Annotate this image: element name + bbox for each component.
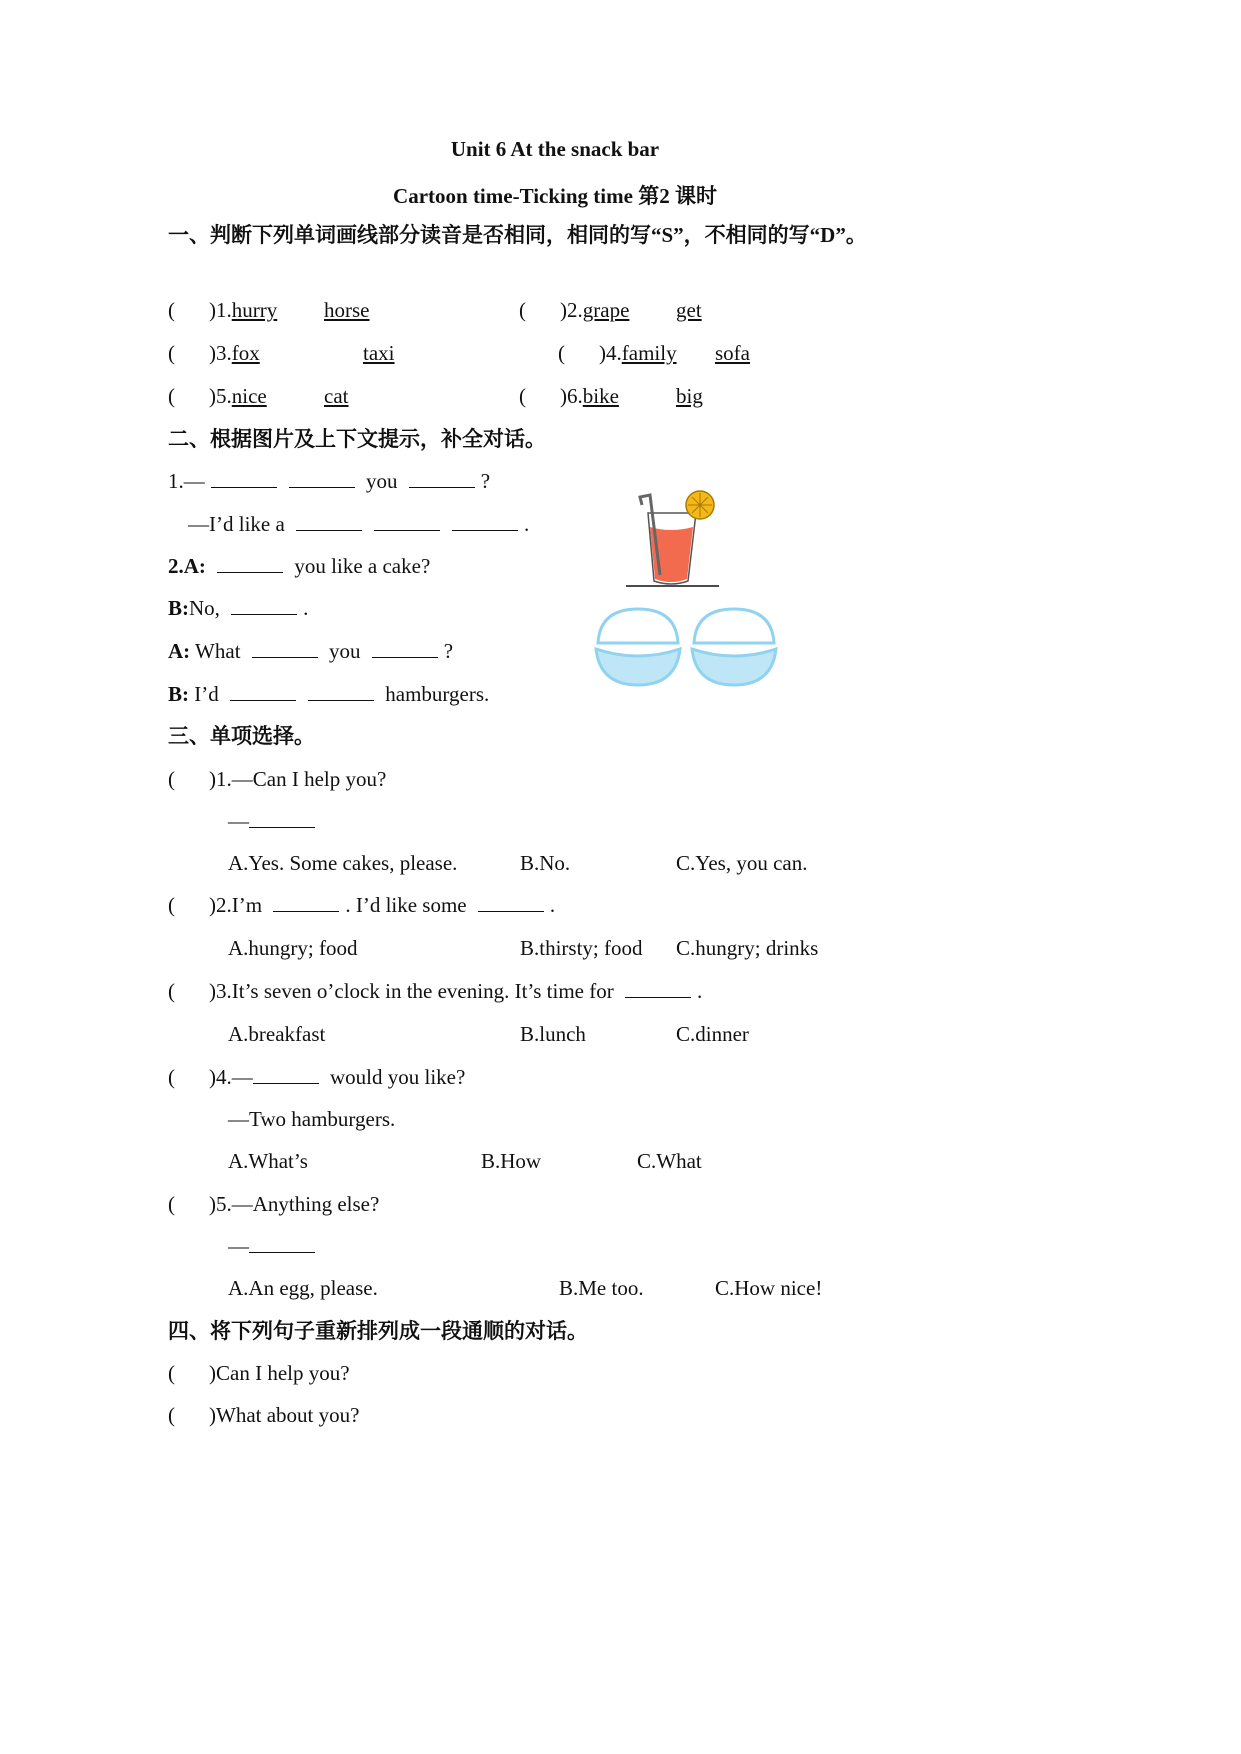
dialogue-line-5: A: What you ? (168, 639, 454, 663)
dialogue-line-6: B: I’d hamburgers. (168, 682, 490, 706)
section-4-heading: 四、将下列句子重新排列成一段通顺的对话。 (168, 1319, 588, 1343)
pair-3: ( )3.fox taxi (168, 341, 395, 365)
section-2-heading: 二、根据图片及上下文提示，补全对话。 (168, 427, 546, 451)
blank[interactable] (374, 512, 440, 531)
question-3: ( )3.It’s seven o’clock in the evening. It’s time for . (168, 979, 703, 1003)
blank[interactable] (230, 682, 296, 701)
hamburgers-illustration (590, 605, 785, 690)
blank[interactable] (296, 512, 362, 531)
blank[interactable] (231, 596, 297, 615)
blank[interactable] (478, 893, 544, 912)
q2-option-b[interactable]: B.thirsty; food (520, 936, 643, 960)
question-4-answer: —Two hamburgers. (228, 1107, 396, 1131)
q2-option-a[interactable]: A.hungry; food (228, 936, 358, 960)
blank[interactable] (252, 639, 318, 658)
q3-option-a[interactable]: A.breakfast (228, 1022, 326, 1046)
pair-2: ( )2.grape get (519, 298, 702, 322)
question-1-answer: — (228, 808, 321, 834)
q1-option-a[interactable]: A.Yes. Some cakes, please. (228, 851, 458, 875)
section-3-heading: 三、单项选择。 (168, 724, 315, 748)
section-1-heading: 一、判断下列单词画线部分读音是否相同，相同的写“S”，不相同的写“D”。 (168, 223, 867, 247)
page-subtitle: Cartoon time-Ticking time 第2 课时 (393, 184, 717, 208)
order-item-1: ( )Can I help you? (168, 1361, 350, 1385)
question-1: ( )1.—Can I help you? (168, 767, 387, 791)
page-title: Unit 6 At the snack bar (450, 137, 660, 161)
q3-option-c[interactable]: C.dinner (676, 1022, 749, 1046)
q5-option-a[interactable]: A.An egg, please. (228, 1276, 378, 1300)
question-5: ( )5.—Anything else? (168, 1192, 380, 1216)
blank[interactable] (289, 469, 355, 488)
q1-option-c[interactable]: C.Yes, you can. (676, 851, 808, 875)
order-item-2: ( )What about you? (168, 1403, 360, 1427)
q1-option-b[interactable]: B.No. (520, 851, 571, 875)
dialogue-line-1: 1.— you ? (168, 469, 491, 493)
q4-option-b[interactable]: B.How (481, 1149, 542, 1173)
juice-illustration (626, 485, 726, 589)
pair-5: ( )5.nice cat (168, 384, 349, 408)
blank[interactable] (249, 809, 315, 828)
blank[interactable] (308, 682, 374, 701)
q5-option-c[interactable]: C.How nice! (715, 1276, 823, 1300)
dialogue-line-3: 2.A: you like a cake? (168, 554, 431, 578)
blank[interactable] (249, 1234, 315, 1253)
q5-option-b[interactable]: B.Me too. (559, 1276, 644, 1300)
blank[interactable] (253, 1065, 319, 1084)
q2-option-c[interactable]: C.hungry; drinks (676, 936, 819, 960)
blank[interactable] (452, 512, 518, 531)
dialogue-line-4: B:No, . (168, 596, 309, 620)
question-2: ( )2.I’m . I’d like some . (168, 893, 556, 917)
dialogue-line-2: —I’d like a . (188, 512, 530, 536)
pair-4: ( )4.family sofa (558, 341, 750, 365)
pair-1: ( )1.hurry horse (168, 298, 370, 322)
blank[interactable] (273, 893, 339, 912)
blank[interactable] (372, 639, 438, 658)
blank[interactable] (211, 469, 277, 488)
blank[interactable] (409, 469, 475, 488)
q4-option-c[interactable]: C.What (637, 1149, 702, 1173)
blank[interactable] (625, 979, 691, 998)
question-4: ( )4.— would you like? (168, 1065, 466, 1089)
question-5-answer: — (228, 1233, 321, 1259)
blank[interactable] (217, 554, 283, 573)
q4-option-a[interactable]: A.What’s (228, 1149, 308, 1173)
pair-6: ( )6.bike big (519, 384, 703, 408)
q3-option-b[interactable]: B.lunch (520, 1022, 586, 1046)
